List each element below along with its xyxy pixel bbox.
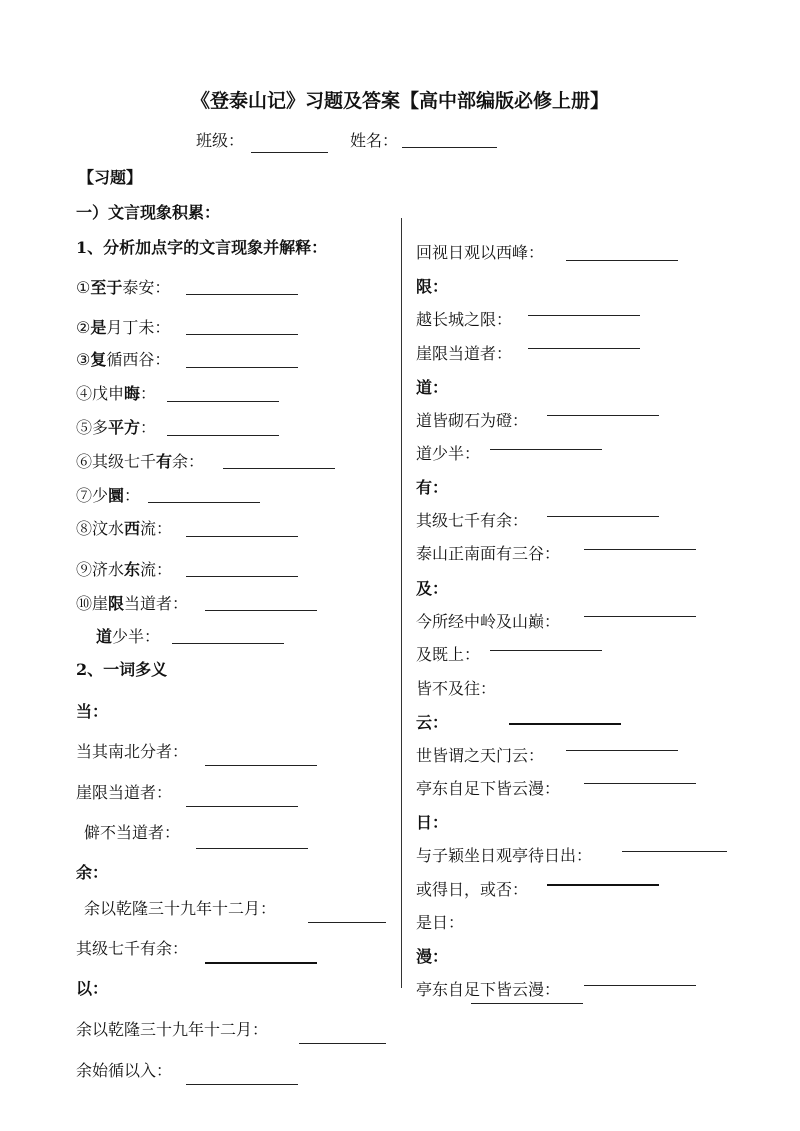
usage-line: 余以乾隆三十九年十二月： bbox=[76, 1020, 269, 1039]
answer-blank[interactable] bbox=[205, 962, 317, 964]
answer-blank[interactable] bbox=[172, 643, 284, 644]
q1-item: ⑦少圜： bbox=[76, 486, 141, 505]
section-label: 【习题】 bbox=[78, 168, 143, 187]
answer-blank[interactable] bbox=[584, 985, 696, 986]
usage-line: 今所经中岭及山巅： bbox=[416, 612, 561, 631]
usage-line: 与子颖坐日观亭待日出： bbox=[416, 846, 593, 865]
word-heading: 日： bbox=[416, 813, 449, 832]
q2-title: 2、一词多义 bbox=[76, 660, 168, 679]
answer-blank[interactable] bbox=[186, 367, 298, 368]
usage-line: 或得日，或否： bbox=[416, 880, 529, 899]
q1-item: ④戊申晦： bbox=[76, 384, 157, 403]
answer-blank[interactable] bbox=[196, 848, 308, 849]
q1-item: ⑥其级七千有余： bbox=[76, 452, 205, 471]
usage-line: 世皆谓之天门云： bbox=[416, 746, 545, 765]
answer-blank[interactable] bbox=[584, 549, 696, 550]
answer-blank[interactable] bbox=[186, 536, 298, 537]
word-heading: 当： bbox=[76, 702, 109, 721]
usage-line: 亭东自足下皆云漫： bbox=[416, 980, 561, 999]
answer-blank[interactable] bbox=[547, 516, 659, 517]
usage-line: 泰山正南面有三谷： bbox=[416, 544, 561, 563]
answer-blank[interactable] bbox=[566, 750, 678, 751]
answer-blank[interactable] bbox=[509, 723, 621, 725]
answer-blank[interactable] bbox=[528, 348, 640, 349]
word-heading: 以： bbox=[76, 979, 109, 998]
answer-blank[interactable] bbox=[528, 315, 640, 316]
usage-line: 余始循以入： bbox=[76, 1061, 173, 1080]
answer-blank[interactable] bbox=[490, 650, 602, 651]
answer-blank[interactable] bbox=[186, 806, 298, 807]
q1-item: ③复循西谷： bbox=[76, 350, 171, 369]
answer-blank[interactable] bbox=[547, 884, 659, 886]
answer-blank[interactable] bbox=[205, 610, 317, 611]
answer-blank[interactable] bbox=[584, 616, 696, 617]
answer-blank[interactable] bbox=[148, 502, 260, 503]
answer-blank[interactable] bbox=[186, 294, 298, 295]
usage-line: 其级七千有余： bbox=[416, 511, 529, 530]
name-label: 姓名： bbox=[350, 131, 399, 150]
answer-blank[interactable] bbox=[584, 783, 696, 784]
usage-line: 余以乾隆三十九年十二月： bbox=[84, 899, 277, 918]
q1-item: ⑨济水东流： bbox=[76, 560, 173, 579]
answer-blank[interactable] bbox=[471, 1003, 583, 1004]
usage-line: 道少半： bbox=[416, 444, 481, 463]
answer-blank[interactable] bbox=[490, 449, 602, 450]
word-heading: 限： bbox=[416, 277, 449, 296]
class-blank[interactable] bbox=[251, 152, 328, 153]
usage-line: 道皆砌石为磴： bbox=[416, 411, 529, 430]
usage-line: 皆不及往： bbox=[416, 679, 497, 698]
answer-blank[interactable] bbox=[299, 1043, 386, 1044]
usage-line: 崖限当道者： bbox=[416, 344, 513, 363]
usage-line: 是日： bbox=[416, 913, 465, 932]
answer-blank[interactable] bbox=[205, 765, 317, 766]
answer-blank[interactable] bbox=[547, 415, 659, 416]
word-heading: 漫： bbox=[416, 947, 449, 966]
q1-item: ②是月丁未： bbox=[76, 318, 171, 337]
word-heading: 及： bbox=[416, 579, 449, 598]
answer-blank[interactable] bbox=[186, 576, 298, 577]
class-label: 班级： bbox=[196, 131, 245, 150]
word-heading: 余： bbox=[76, 863, 109, 882]
usage-line: 及既上： bbox=[416, 645, 481, 664]
answer-blank[interactable] bbox=[308, 922, 386, 923]
answer-blank[interactable] bbox=[566, 260, 678, 261]
q1-extra-item: 道少半： bbox=[96, 627, 161, 646]
q1-title: 1、分析加点字的文言现象并解释： bbox=[76, 238, 328, 257]
word-heading: 道： bbox=[416, 378, 449, 397]
answer-blank[interactable] bbox=[622, 851, 727, 852]
usage-line: 亭东自足下皆云漫： bbox=[416, 779, 561, 798]
usage-line: 僻不当道者： bbox=[84, 823, 181, 842]
usage-line: 当其南北分者： bbox=[76, 742, 189, 761]
q1-item: ⑤多平方： bbox=[76, 418, 157, 437]
word-heading: 有： bbox=[416, 478, 449, 497]
q1-item: ⑧汶水西流： bbox=[76, 519, 173, 538]
q1-item: ①至于泰安： bbox=[76, 278, 171, 297]
answer-blank[interactable] bbox=[186, 1084, 298, 1085]
q1-item: ⑩崖限当道者： bbox=[76, 594, 189, 613]
answer-blank[interactable] bbox=[223, 468, 335, 469]
usage-line: 其级七千有余： bbox=[76, 939, 189, 958]
name-blank[interactable] bbox=[402, 147, 497, 148]
page-title: 《登泰山记》习题及答案【高中部编版必修上册】 bbox=[190, 90, 609, 112]
word-heading: 云： bbox=[416, 713, 449, 732]
part1-title: 一）文言现象积累： bbox=[76, 203, 221, 222]
usage-line: 回视日观以西峰： bbox=[416, 243, 545, 262]
answer-blank[interactable] bbox=[167, 401, 279, 402]
usage-line: 越长城之限： bbox=[416, 310, 513, 329]
answer-blank[interactable] bbox=[186, 334, 298, 335]
usage-line: 崖限当道者： bbox=[76, 783, 173, 802]
column-divider bbox=[401, 218, 402, 988]
answer-blank[interactable] bbox=[167, 435, 279, 436]
